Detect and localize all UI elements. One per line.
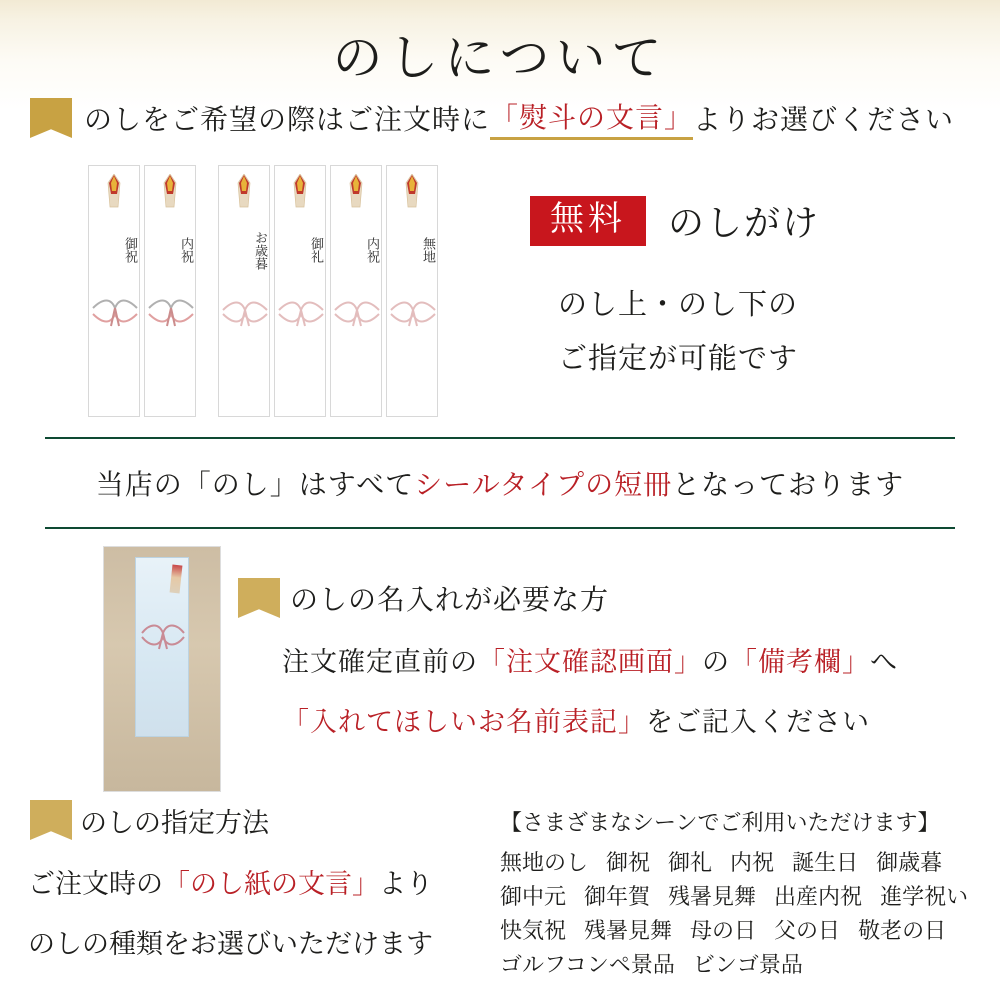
scene-item: 残暑見舞 <box>668 884 757 909</box>
scenes-title: 【さまざまなシーンでご利用いただけます】 <box>500 810 940 835</box>
naming-heading <box>238 578 609 618</box>
designation-line1-a: ご注文時の <box>28 869 163 899</box>
band-text-highlight: シールタイプの短冊 <box>414 470 673 501</box>
gold-marker-icon <box>30 98 72 138</box>
lead-text-highlight: 「熨斗の文言」 <box>490 96 693 140</box>
naming-line1-c: の <box>702 647 730 677</box>
noshi-decoration-icon <box>237 174 251 208</box>
free-noshi-row <box>530 195 820 246</box>
noshi-strip-label: 御祝 <box>123 237 138 263</box>
mizuhiki-icon <box>333 294 381 328</box>
mizuhiki-icon <box>221 294 269 328</box>
scene-item: 御祝 <box>606 850 651 875</box>
scene-item: 誕生日 <box>792 850 859 875</box>
noshi-decoration-icon <box>293 174 307 208</box>
noshi-strip-label: お歳暮 <box>253 230 268 270</box>
scene-item: 父の日 <box>774 918 841 943</box>
noshi-strip <box>330 165 382 417</box>
band-text-after: となっております <box>672 470 905 501</box>
naming-line1-b: 「注文確認画面」 <box>478 647 702 677</box>
scene-item: 進学祝い <box>880 884 969 909</box>
noshi-strip <box>218 165 270 417</box>
band-text-before: 当店の「のし」はすべて <box>95 470 415 501</box>
designation-line-1 <box>28 862 433 901</box>
noshi-photo <box>103 546 221 792</box>
designation-heading-text: のしの指定方法 <box>80 807 269 838</box>
scene-item: 快気祝 <box>500 918 567 943</box>
scene-item: 御歳暮 <box>876 850 943 875</box>
seal-type-text <box>96 463 904 503</box>
naming-line-2 <box>282 700 870 739</box>
scene-item: ビンゴ景品 <box>692 952 803 977</box>
envelope-mizuhiki-icon <box>140 620 186 650</box>
noshi-strip <box>88 165 140 417</box>
noshi-decoration-icon <box>349 174 363 208</box>
scene-item: 内祝 <box>730 850 775 875</box>
scene-item: 無地のし <box>500 850 589 875</box>
designation-line1-c: より <box>379 869 433 899</box>
scene-item: 出産内祝 <box>774 884 863 909</box>
scenes-row <box>500 914 968 948</box>
scene-item: 御中元 <box>500 884 567 909</box>
noshi-strip <box>274 165 326 417</box>
naming-line2-b: をご記入ください <box>646 707 870 737</box>
gold-marker-icon <box>238 578 280 618</box>
noshi-decoration-icon <box>405 174 419 208</box>
noshi-strip-label: 内祝 <box>365 237 380 263</box>
scenes-row <box>500 846 968 880</box>
scene-item: 敬老の日 <box>858 918 947 943</box>
scene-item: 母の日 <box>690 918 757 943</box>
gold-marker-icon <box>30 800 72 840</box>
noshi-strip <box>386 165 438 417</box>
designation-line-2: のしの種類をお選びいただけます <box>28 929 433 959</box>
mizuhiki-icon <box>277 294 325 328</box>
naming-line1-a: 注文確定直前の <box>282 647 478 677</box>
free-label: のしがけ <box>668 203 821 243</box>
lead-text-after: よりお選びください <box>693 105 955 136</box>
lead-text-before: のしをご希望の際はご注文時に <box>84 105 491 136</box>
naming-line-1 <box>282 640 898 679</box>
envelope-noshi-icon <box>170 565 183 594</box>
designation-heading <box>30 800 269 840</box>
seal-type-band <box>45 437 955 529</box>
noshi-strip-label: 内祝 <box>179 237 194 263</box>
noshi-strip <box>144 165 196 417</box>
naming-line1-d: 「備考欄」 <box>730 647 870 677</box>
noshi-strip-gallery <box>88 165 442 417</box>
noshi-decoration-icon <box>107 174 121 208</box>
scene-item: 御年賀 <box>584 884 651 909</box>
scenes-row <box>500 948 968 982</box>
scenes-list <box>500 846 968 982</box>
envelope-image <box>135 557 189 737</box>
free-description-line1: のし上・のし下の <box>558 289 799 321</box>
naming-heading-text: のしの名入れが必要な方 <box>290 585 610 616</box>
naming-line1-e: へ <box>870 647 898 677</box>
scenes-row <box>500 880 968 914</box>
scene-item: ゴルフコンペ景品 <box>500 952 675 977</box>
mizuhiki-icon <box>389 294 437 328</box>
free-description-line2: ご指定が可能です <box>558 343 799 375</box>
designation-line1-b: 「のし紙の文言」 <box>163 869 379 899</box>
scene-item: 御礼 <box>668 850 713 875</box>
noshi-strip-label: 無地 <box>421 237 436 263</box>
free-badge: 無料 <box>530 196 646 246</box>
page-title: のしについて <box>332 30 668 86</box>
mizuhiki-icon <box>147 294 195 328</box>
mizuhiki-icon <box>91 294 139 328</box>
noshi-decoration-icon <box>163 174 177 208</box>
scene-item: 残暑見舞 <box>584 918 673 943</box>
free-description <box>558 278 798 386</box>
lead-line <box>30 96 954 140</box>
noshi-strip-label: 御礼 <box>309 237 324 263</box>
naming-line2-a: 「入れてほしいお名前表記」 <box>282 707 646 737</box>
